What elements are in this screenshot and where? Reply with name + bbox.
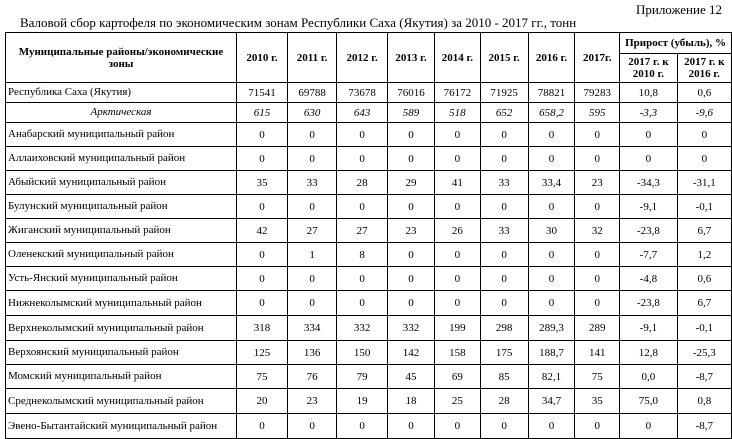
growth-value-cell: -25,3 [677,341,731,365]
growth-value-cell: 6,7 [677,219,731,243]
harvest-value-cell: 26 [434,219,480,243]
year-header: 2010 г. [237,33,288,83]
table-row [6,195,732,219]
harvest-value-cell: 76016 [388,83,435,103]
harvest-value-cell: 42 [237,219,288,243]
growth-value-cell: 6,7 [677,291,731,316]
harvest-value-cell: 0 [388,243,435,267]
harvest-value-cell: 0 [337,267,388,291]
harvest-value-cell: 71925 [480,83,528,103]
harvest-value-cell: 73678 [337,83,388,103]
growth-value-cell: 10,8 [620,83,677,103]
harvest-value-cell: 0 [575,267,620,291]
growth-value-cell: 0 [620,147,677,171]
harvest-value-cell: 136 [288,341,337,365]
harvest-value-cell: 289 [575,316,620,341]
harvest-value-cell: 0 [528,414,575,439]
growth-value-cell: -7,7 [620,243,677,267]
harvest-value-cell: 0 [575,414,620,439]
region-name-cell: Аллаиховский муниципальный район [6,147,237,171]
harvest-value-cell: 29 [388,171,435,195]
growth-subheader: 2017 г. к 2010 г. [620,54,677,83]
growth-subheader: 2017 г. к 2016 г. [677,54,731,83]
region-name-cell: Оленекский муниципальный район [6,243,237,267]
harvest-value-cell: 76172 [434,83,480,103]
region-name-cell: Верхоянский муниципальный район [6,341,237,365]
harvest-value-cell: 0 [528,123,575,147]
harvest-value-cell: 32 [575,219,620,243]
harvest-value-cell: 0 [575,291,620,316]
harvest-value-cell: 0 [337,291,388,316]
harvest-value-cell: 75 [237,365,288,389]
table-row [6,243,732,267]
harvest-value-cell: 0 [237,267,288,291]
harvest-value-cell: 0 [434,267,480,291]
year-header: 2011 г. [288,33,337,83]
harvest-value-cell: 45 [388,365,435,389]
harvest-value-cell: 518 [434,103,480,123]
growth-value-cell: 0 [620,414,677,439]
year-header: 2013 г. [388,33,435,83]
harvest-value-cell: 79 [337,365,388,389]
harvest-value-cell: 33,4 [528,171,575,195]
growth-value-cell: -9,1 [620,316,677,341]
year-header: 2017г. [575,33,620,83]
harvest-value-cell: 1 [288,243,337,267]
region-name-cell: Усть-Янский муниципальный район [6,267,237,291]
growth-value-cell: -9,1 [620,195,677,219]
table-row [6,219,732,243]
harvest-value-cell: 20 [237,389,288,414]
harvest-value-cell: 289,3 [528,316,575,341]
harvest-value-cell: 0 [388,195,435,219]
harvest-value-cell: 0 [288,123,337,147]
table-row [6,291,732,316]
harvest-value-cell: 0 [237,243,288,267]
harvest-value-cell: 615 [237,103,288,123]
harvest-value-cell: 33 [288,171,337,195]
growth-value-cell: -23,8 [620,219,677,243]
harvest-value-cell: 75 [575,365,620,389]
harvest-value-cell: 28 [480,389,528,414]
harvest-value-cell: 35 [237,171,288,195]
table-row [6,365,732,389]
harvest-value-cell: 332 [337,316,388,341]
harvest-value-cell: 0 [480,123,528,147]
harvest-value-cell: 0 [528,243,575,267]
table-row [6,171,732,195]
harvest-value-cell: 0 [388,147,435,171]
harvest-value-cell: 0 [575,123,620,147]
harvest-value-cell: 0 [480,243,528,267]
page-title: Валовой сбор картофеля по экономическим зонам Республики Саха (Якутия) за 2010 - 2017 гг., тонн [20,15,577,30]
harvest-value-cell: 33 [480,171,528,195]
growth-value-cell: 0,0 [620,365,677,389]
harvest-value-cell: 332 [388,316,435,341]
region-name-cell: Республика Саха (Якутия) [6,83,237,103]
harvest-value-cell: 0 [480,195,528,219]
harvest-value-cell: 334 [288,316,337,341]
harvest-value-cell: 0 [337,195,388,219]
harvest-value-cell: 0 [388,123,435,147]
growth-header: Прирост (убыль), % [620,33,732,54]
harvest-value-cell: 0 [388,414,435,439]
harvest-value-cell: 0 [434,147,480,171]
harvest-value-cell: 35 [575,389,620,414]
harvest-value-cell: 25 [434,389,480,414]
harvest-value-cell: 8 [337,243,388,267]
harvest-value-cell: 23 [288,389,337,414]
harvest-value-cell: 19 [337,389,388,414]
growth-value-cell: -4,8 [620,267,677,291]
growth-value-cell: -34,3 [620,171,677,195]
harvest-value-cell: 85 [480,365,528,389]
harvest-value-cell: 141 [575,341,620,365]
harvest-value-cell: 30 [528,219,575,243]
harvest-value-cell: 0 [337,414,388,439]
harvest-value-cell: 643 [337,103,388,123]
harvest-value-cell: 0 [528,147,575,171]
harvest-value-cell: 0 [528,291,575,316]
harvest-value-cell: 0 [528,195,575,219]
harvest-value-cell: 0 [575,147,620,171]
harvest-value-cell: 76 [288,365,337,389]
harvest-value-cell: 34,7 [528,389,575,414]
growth-value-cell: -3,3 [620,103,677,123]
region-name-cell: Абыйский муниципальный район [6,171,237,195]
harvest-value-cell: 18 [388,389,435,414]
appendix-label: Приложение 12 [635,2,722,17]
harvest-value-cell: 0 [237,147,288,171]
table-row [6,103,732,123]
growth-value-cell: 0,6 [677,83,731,103]
growth-value-cell: 12,8 [620,341,677,365]
harvest-value-cell: 0 [288,147,337,171]
harvest-value-cell: 0 [237,291,288,316]
harvest-value-cell: 0 [337,123,388,147]
harvest-value-cell: 0 [434,195,480,219]
harvest-value-cell: 28 [337,171,388,195]
growth-value-cell: -31,1 [677,171,731,195]
harvest-value-cell: 27 [337,219,388,243]
region-name-cell: Арктическая [6,103,237,123]
harvest-value-cell: 71541 [237,83,288,103]
harvest-value-cell: 175 [480,341,528,365]
growth-value-cell: 0,8 [677,389,731,414]
harvest-value-cell: 27 [288,219,337,243]
harvest-value-cell: 298 [480,316,528,341]
harvest-value-cell: 0 [288,195,337,219]
growth-value-cell: 75,0 [620,389,677,414]
harvest-value-cell: 33 [480,219,528,243]
harvest-value-cell: 0 [288,291,337,316]
table-row [6,267,732,291]
growth-value-cell: -0,1 [677,195,731,219]
region-name-cell: Момский муниципальный район [6,365,237,389]
region-name-cell: Среднеколымский муниципальный район [6,389,237,414]
harvest-value-cell: 0 [388,291,435,316]
harvest-value-cell: 0 [575,243,620,267]
harvest-value-cell: 0 [575,195,620,219]
harvest-value-cell: 0 [480,147,528,171]
header-row-1 [6,33,732,54]
harvest-value-cell: 79283 [575,83,620,103]
year-header: 2016 г. [528,33,575,83]
table-row [6,123,732,147]
harvest-value-cell: 82,1 [528,365,575,389]
harvest-value-cell: 318 [237,316,288,341]
growth-value-cell: -9,6 [677,103,731,123]
harvest-value-cell: 199 [434,316,480,341]
growth-value-cell: -0,1 [677,316,731,341]
harvest-value-cell: 0 [237,414,288,439]
harvest-value-cell: 188,7 [528,341,575,365]
harvest-value-cell: 78821 [528,83,575,103]
harvest-value-cell: 41 [434,171,480,195]
harvest-value-cell: 0 [480,267,528,291]
harvest-value-cell: 658,2 [528,103,575,123]
harvest-value-cell: 0 [434,123,480,147]
harvest-value-cell: 595 [575,103,620,123]
harvest-value-cell: 0 [528,267,575,291]
table-row [6,316,732,341]
harvest-value-cell: 0 [434,243,480,267]
harvest-value-cell: 125 [237,341,288,365]
growth-value-cell: -8,7 [677,365,731,389]
harvest-value-cell: 0 [237,195,288,219]
region-name-cell: Нижнеколымский муниципальный район [6,291,237,316]
growth-value-cell: 0 [677,147,731,171]
region-name-cell: Булунский муниципальный район [6,195,237,219]
growth-value-cell: 0 [620,123,677,147]
year-header: 2015 г. [480,33,528,83]
harvest-value-cell: 652 [480,103,528,123]
harvest-value-cell: 23 [575,171,620,195]
harvest-value-cell: 0 [288,267,337,291]
harvest-value-cell: 150 [337,341,388,365]
harvest-value-cell: 142 [388,341,435,365]
region-column-header: Муниципальные районы/экономические зоны [6,33,237,83]
potato-harvest-table [5,32,732,439]
table-body [6,83,732,439]
region-name-cell: Анабарский муниципальный район [6,123,237,147]
year-header: 2012 г. [337,33,388,83]
harvest-value-cell: 0 [480,414,528,439]
region-name-cell: Эвено-Бытантайский муниципальный район [6,414,237,439]
harvest-value-cell: 69 [434,365,480,389]
harvest-value-cell: 0 [388,267,435,291]
harvest-value-cell: 589 [388,103,435,123]
growth-value-cell: -8,7 [677,414,731,439]
harvest-value-cell: 630 [288,103,337,123]
harvest-value-cell: 23 [388,219,435,243]
table-row [6,341,732,365]
harvest-value-cell: 0 [480,291,528,316]
growth-value-cell: -23,8 [620,291,677,316]
harvest-value-cell: 0 [434,414,480,439]
growth-value-cell: 0 [677,123,731,147]
harvest-value-cell: 0 [237,123,288,147]
harvest-value-cell: 0 [434,291,480,316]
region-name-cell: Верхнеколымский муниципальный район [6,316,237,341]
table-row [6,389,732,414]
table-row [6,147,732,171]
harvest-value-cell: 158 [434,341,480,365]
table-row [6,83,732,103]
growth-value-cell: 1,2 [677,243,731,267]
harvest-value-cell: 0 [337,147,388,171]
year-header: 2014 г. [434,33,480,83]
harvest-value-cell: 69788 [288,83,337,103]
growth-value-cell: 0,6 [677,267,731,291]
region-name-cell: Жиганский муниципальный район [6,219,237,243]
harvest-value-cell: 0 [288,414,337,439]
table-row [6,414,732,439]
